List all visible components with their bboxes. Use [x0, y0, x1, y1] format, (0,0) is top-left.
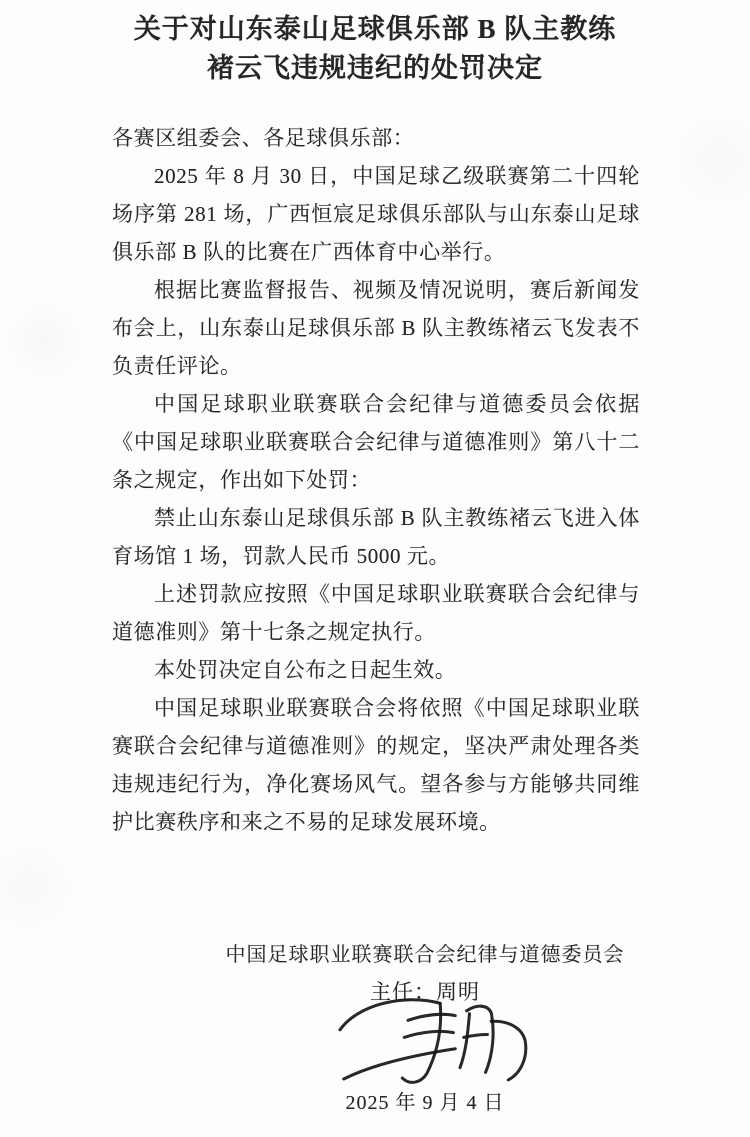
body-paragraph: 本处罚决定自公布之日起生效。	[154, 658, 457, 682]
signature-organization: 中国足球职业联赛联合会纪律与道德委员会	[225, 944, 625, 966]
document-date: 2025 年 9 月 4 日	[345, 1092, 505, 1114]
signer-name-line: 主任：周明	[370, 980, 480, 1004]
body-paragraphs	[112, 157, 640, 841]
body-paragraph: 禁止山东泰山足球俱乐部 B 队主教练褚云飞进入体育场馆 1 场，罚款人民币 5000 元。	[112, 506, 640, 568]
body-paragraph: 中国足球职业联赛联合会纪律与道德委员会依据《中国足球职业联赛联合会纪律与道德准则》第八十二条之规定，作出如下处罚：	[112, 392, 640, 492]
document-title	[0, 10, 750, 88]
handwritten-signature	[327, 992, 559, 1096]
salutation: 各赛区组委会、各足球俱乐部：	[112, 126, 415, 150]
body-paragraph: 根据比赛监督报告、视频及情况说明，赛后新闻发布会上，山东泰山足球俱乐部 B 队主教练褚云飞发表不负责任评论。	[112, 278, 640, 378]
body-paragraph: 上述罚款应按照《中国足球职业联赛联合会纪律与道德准则》第十七条之规定执行。	[112, 582, 640, 644]
title-line-1: 关于对山东泰山足球俱乐部 B 队主教练	[133, 14, 617, 44]
body-paragraph: 2025 年 8 月 30 日，中国足球乙级联赛第二十四轮场序第 281 场，广西恒宸足球俱乐部队与山东泰山足球俱乐部 B 队的比赛在广西体育中心举行。	[112, 164, 640, 264]
title-line-2: 褚云飞违规违纪的处罚决定	[207, 53, 543, 83]
signature-block	[105, 938, 745, 1133]
document-body	[112, 119, 640, 841]
body-paragraph: 中国足球职业联赛联合会将依照《中国足球职业联赛联合会纪律与道德准则》的规定，坚决严肃处理各类违规违纪行为，净化赛场风气。望各参与方能够共同维护比赛秩序和来之不易的足球发展环境。	[112, 696, 640, 834]
